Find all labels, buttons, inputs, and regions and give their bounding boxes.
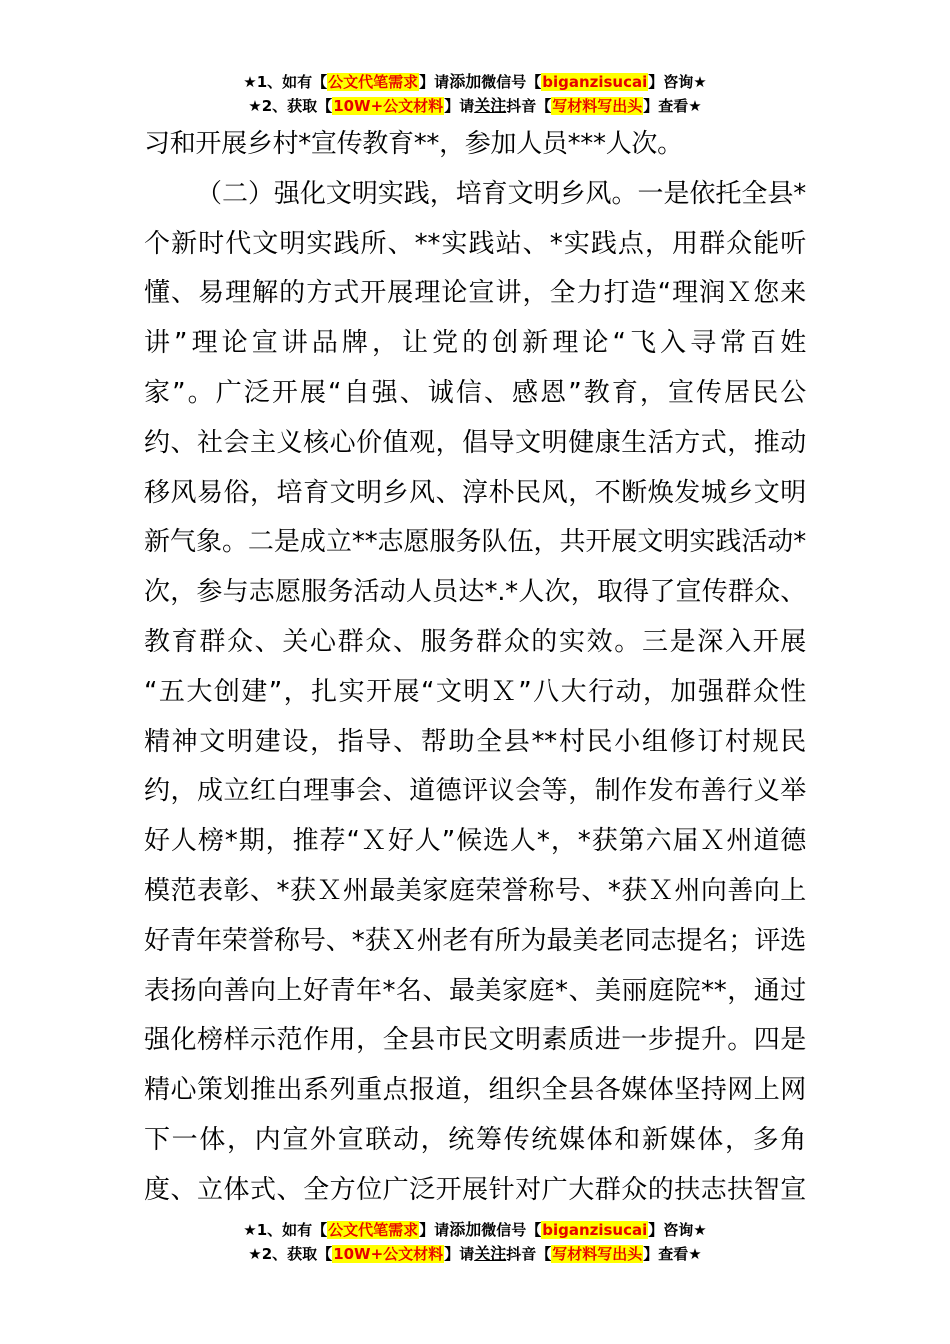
- banner-text: 微信号【: [481, 73, 542, 91]
- banner-text: 】查看★: [643, 1245, 702, 1263]
- star-icon: ★: [243, 73, 257, 91]
- body-line: “五大创建”，扎实开展“文明Ｘ”八大行动，加强群众性: [144, 676, 806, 707]
- body-line: 家”。广泛开展“自强、诚信、感恩”教育，宣传居民公: [144, 377, 806, 408]
- banner-text: 抖音【: [506, 97, 552, 115]
- emphasis-follow: 关注: [474, 96, 507, 115]
- banner-text: 】咨询★: [648, 73, 707, 91]
- body-line: 次，参与志愿服务活动人员达*.*人次，取得了宣传群众、: [144, 577, 806, 608]
- emphasis-add: 添加: [449, 1220, 482, 1239]
- banner-text: 】请: [419, 73, 450, 91]
- banner-line-1: [0, 1218, 950, 1242]
- highlight-ghostwriting: 公文代笔需求: [328, 73, 419, 91]
- banner-line-2: [0, 1242, 950, 1266]
- banner-text: 】请: [444, 97, 475, 115]
- highlight-wechat-id[interactable]: biganzisucai: [542, 1221, 648, 1239]
- banner-text: 2、获取【: [261, 1245, 333, 1263]
- highlight-materials: 10W+公文材料: [333, 97, 444, 115]
- body-line: 习和开展乡村*宣传教育**，参加人员***人次。: [144, 129, 683, 159]
- paragraph-first-line: （二）强化文明实践，培育文明乡风。一是依托全县*: [196, 178, 806, 209]
- body-line: 度、立体式、全方位广泛开展针对广大群众的扶志扶智宣: [144, 1174, 806, 1205]
- body-line: 个新时代文明实践所、**实践站、*实践点，用群众能听: [144, 228, 806, 259]
- banner-text: 】请: [444, 1245, 475, 1263]
- body-line: 精心策划推出系列重点报道，组织全县各媒体坚持网上网: [144, 1075, 806, 1106]
- bottom-banner: [0, 1218, 950, 1266]
- body-line: 讲”理论宣讲品牌，让党的创新理论“飞入寻常百姓: [144, 328, 806, 359]
- body-line: 强化榜样示范作用，全县市民文明素质进一步提升。四是: [144, 1025, 806, 1056]
- banner-text: 】请: [419, 1221, 450, 1239]
- banner-text: 1、如有【: [256, 73, 328, 91]
- banner-line-1: [0, 70, 950, 94]
- banner-line-2: [0, 94, 950, 118]
- body-line: 下一体，内宣外宣联动，统筹传统媒体和新媒体，多角: [144, 1124, 806, 1155]
- banner-text: 2、获取【: [261, 97, 333, 115]
- top-banner: [0, 70, 950, 118]
- highlight-douyin-account[interactable]: 写材料写出头: [552, 1245, 643, 1263]
- body-line: 表扬向善向上好青年*名、最美家庭*、美丽庭院**，通过: [144, 975, 806, 1006]
- body-line: 约、社会主义核心价值观，倡导文明健康生活方式，推动: [144, 427, 806, 458]
- body-line: 新气象。二是成立**志愿服务队伍，共开展文明实践活动*: [144, 527, 806, 558]
- banner-text: 】查看★: [643, 97, 702, 115]
- body-line: 模范表彰、*获Ｘ州最美家庭荣誉称号、*获Ｘ州向善向上: [144, 875, 806, 906]
- banner-text: 1、如有【: [256, 1221, 328, 1239]
- document-body: [144, 120, 806, 1216]
- body-line: 移风易俗，培育文明乡风、淳朴民风，不断焕发城乡文明: [144, 477, 806, 508]
- banner-text: 微信号【: [481, 1221, 542, 1239]
- body-line: 约，成立红白理事会、道德评议会等，制作发布善行义举: [144, 776, 806, 807]
- body-line: 教育群众、关心群众、服务群众的实效。三是深入开展: [144, 626, 806, 657]
- star-icon: ★: [248, 1245, 262, 1263]
- banner-text: 】咨询★: [648, 1221, 707, 1239]
- body-line: 精神文明建设，指导、帮助全县**村民小组修订村规民: [144, 726, 806, 757]
- highlight-ghostwriting: 公文代笔需求: [328, 1221, 419, 1239]
- body-line: 好人榜*期，推荐“Ｘ好人”候选人*，*获第六届Ｘ州道德: [144, 826, 806, 857]
- star-icon: ★: [248, 97, 262, 115]
- highlight-materials: 10W+公文材料: [333, 1245, 444, 1263]
- body-line: 懂、易理解的方式开展理论宣讲，全力打造“理润Ｘ您来: [144, 278, 806, 309]
- highlight-wechat-id[interactable]: biganzisucai: [542, 73, 648, 91]
- star-icon: ★: [243, 1221, 257, 1239]
- emphasis-follow: 关注: [474, 1244, 507, 1263]
- banner-text: 抖音【: [506, 1245, 552, 1263]
- emphasis-add: 添加: [449, 72, 482, 91]
- highlight-douyin-account[interactable]: 写材料写出头: [552, 97, 643, 115]
- body-line: 好青年荣誉称号、*获Ｘ州老有所为最美老同志提名；评选: [144, 925, 806, 956]
